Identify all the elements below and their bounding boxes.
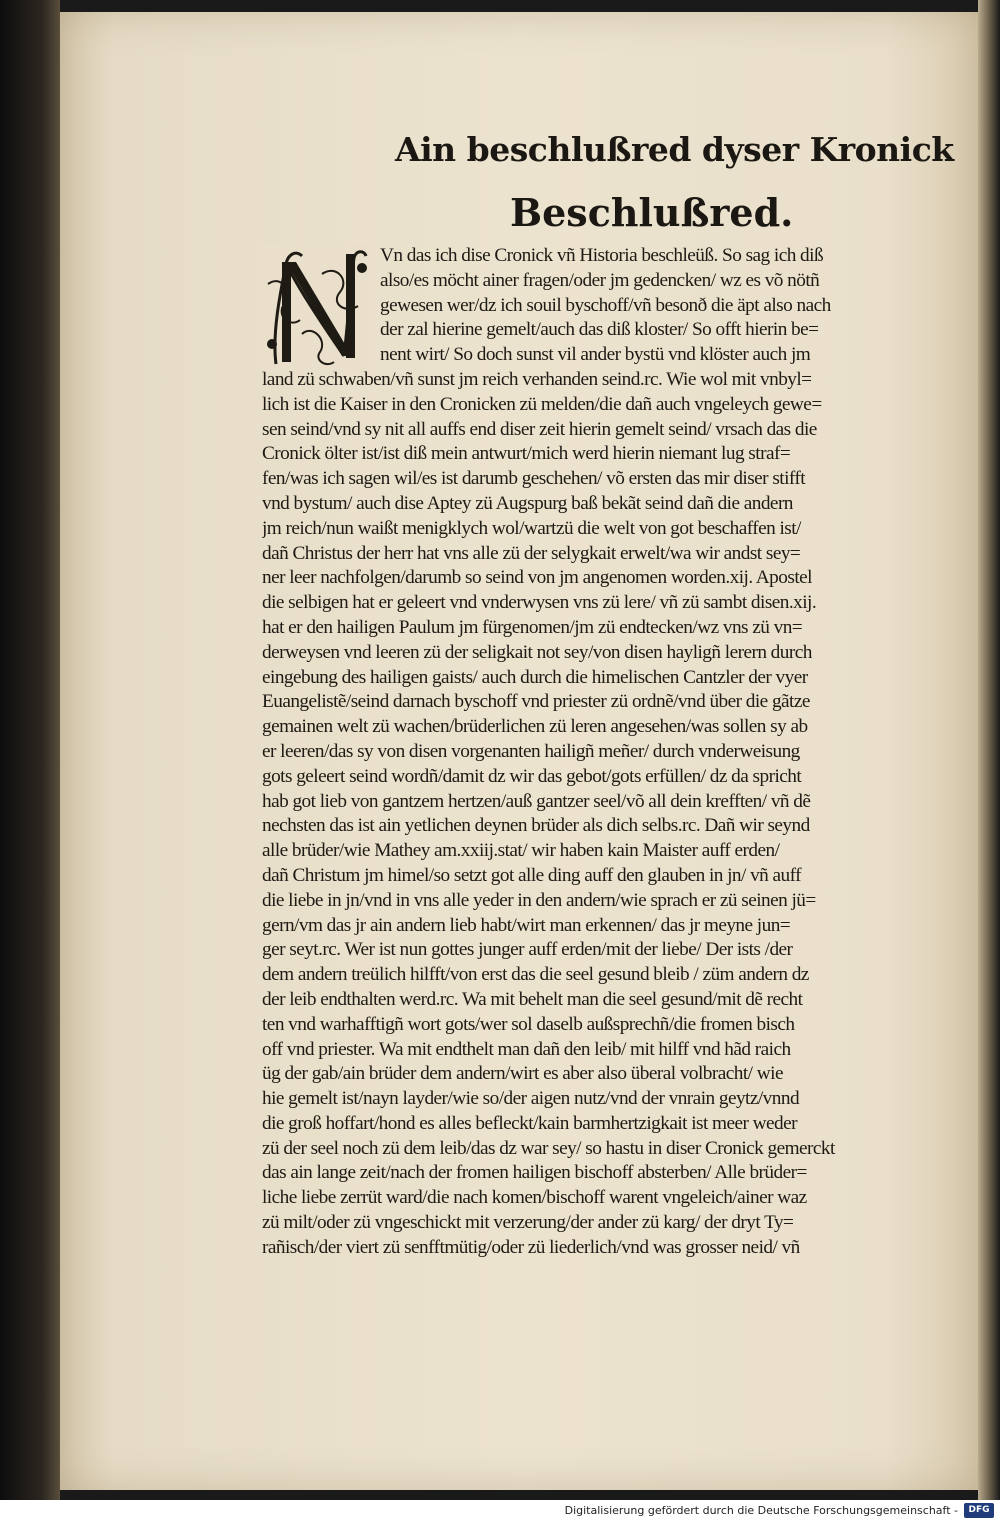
text-line: zü der seel noch zü dem leib/das dz war sey/ so hastu in diser Cronick gemerckt: [262, 1137, 835, 1159]
text-line: dañ Christus der herr hat vns alle zü der selygkait erwelt/wa wir andst sey=: [262, 542, 801, 564]
text-line: gots geleert seind wordñ/damit dz wir das gebot/gots erfüllen/ dz da spricht: [262, 765, 802, 787]
text-line: dañ Christum jm himel/so setzt got alle ding auff den glauben in jn/ vñ auff: [262, 864, 802, 886]
text-line: lich ist die Kaiser in den Cronicken zü melden/die dañ auch vngeleych gewe=: [262, 393, 822, 415]
text-line: Euangelistẽ/seind darnach byschoff vnd priester zü ordnẽ/vnd über die gãtze: [262, 691, 810, 713]
text-line: hab got lieb von gantzem hertzen/auß gantzer seel/võ all dein krefften/ vñ dẽ: [262, 790, 811, 812]
text-line: gewesen wer/dz ich souil byschoff/vñ besonð die äpt also nach: [380, 294, 831, 316]
text-line: fen/was ich sagen wil/es ist darumb geschehen/ võ ersten das mir diser stifft: [262, 468, 806, 490]
text-line: hat er den hailigen Paulum jm fürgenomen/jm zü endtecken/wz vns zü vn=: [262, 616, 803, 638]
footer-bar: [0, 1500, 1000, 1521]
text-line: off vnd priester. Wa mit endthelt man dañ den leib/ mit hilff vnd hãd raich: [262, 1038, 791, 1060]
page-edge: [978, 0, 1000, 1500]
text-line: ger seyt.rc. Wer ist nun gottes junger auff erden/mit der liebe/ Der ists /der: [262, 939, 793, 961]
text-line: Vn das ich dise Cronick vñ Historia beschleüß. So sag ich diß: [380, 245, 824, 266]
text-line: nechsten das ist ain yetlichen deynen brüder als dich selbs.rc. Dañ wir seynd: [262, 815, 810, 837]
book-gutter: [0, 0, 60, 1500]
section-title: Beschlußred.: [510, 190, 794, 235]
text-line: jm reich/nun waißt menigklych wol/wartzü die welt von got beschaffen ist/: [262, 517, 801, 539]
text-line: also/es möcht ainer fragen/oder jm gedencken/ wz es võ nötñ: [380, 269, 820, 291]
text-line: liche liebe zerrüt ward/die nach komen/bischoff warent vngeleich/ainer waz: [262, 1187, 807, 1209]
text-line: alle brüder/wie Mathey am.xxiij.stat/ wir haben kain Maister auff erden/: [262, 840, 780, 862]
text-line: ten vnd warhafftigñ wort gots/wer sol daselb außsprechñ/die fromen bisch: [262, 1013, 795, 1035]
text-line: Cronick ölter ist/ist diß mein antwurt/mich werd hierin niemant lug straf=: [262, 443, 791, 465]
text-line: ner leer nachfolgen/darumb so seind von jm angenomen worden.xij. Apostel: [262, 567, 812, 589]
text-line: gemainen welt zü wachen/brüderlichen zü leren angesehen/was sollen sy ab: [262, 716, 808, 738]
text-line: gern/vm das jr ain andern lieb habt/wirt man erkennen/ das jr meyne jun=: [262, 914, 791, 936]
text-line: derweysen vnd leeren zü der seligkait not sey/von disen hayligñ lerern durch: [262, 641, 812, 663]
text-line: hie gemelt ist/nayn layder/wie so/der aigen nutz/vnd der vnrain geytz/vnnd: [262, 1088, 800, 1110]
text-line: das ain lange zeit/nach der fromen hailigen bischoff absterben/ Alle brüder=: [262, 1162, 807, 1184]
funding-note: Digitalisierung gefördert durch die Deutsche Forschungsgemeinschaft -: [564, 1504, 958, 1517]
text-line: rañisch/der viert zü senfftmütig/oder zü liederlich/vnd was grosser neid/ vñ: [262, 1236, 800, 1258]
text-line: die selbigen hat er geleert vnd vnderwysen vns zü lere/ vñ zü sambt disen.xij.: [262, 592, 817, 614]
text-line: nent wirt/ So doch sunst vil ander bystü vnd klöster auch jm: [380, 344, 811, 366]
text-line: sen seind/vnd sy nit all auffs end diser zeit hierin gemelt seind/ vrsach das die: [262, 418, 817, 440]
text-line: land zü schwaben/vñ sunst jm reich verhanden seind.rc. Wie wol mit vnbyl=: [262, 368, 812, 390]
body-text: [262, 244, 968, 1261]
text-line: eingebung des hailigen gaists/ auch durch die himelischen Cantzler der vyer: [262, 666, 808, 688]
text-line: üg der gab/ain brüder dem andern/wirt es aber also überal volbracht/ wie: [262, 1063, 783, 1085]
text-line: vnd bystum/ auch dise Aptey zü Augspurg baß bekãt seind dañ die andern: [262, 492, 793, 514]
text-line: dem andern treülich hilfft/von erst das die seel gesund bleib / züm andern dz: [262, 964, 809, 986]
text-line: die liebe in jn/vnd in vns alle yeder in den andern/wie sprach er zü seinen jü=: [262, 889, 816, 911]
dfg-logo[interactable]: DFG: [964, 1503, 994, 1518]
text-line: zü milt/oder zü vngeschickt mit verzerung/der ander zü karg/ der dryt Ty=: [262, 1212, 794, 1234]
text-line: der zal hierine gemelt/auch das diß kloster/ So offt hierin be=: [380, 319, 819, 341]
text-line: er leeren/das sy von disen vorgenanten hailigñ meñer/ durch vnderweisung: [262, 740, 800, 762]
text-line: der leib endthalten werd.rc. Wa mit behelt man die seel gesund/mit dẽ recht: [262, 988, 803, 1010]
running-head: Ain beschlußred dyser Kronick: [395, 130, 954, 169]
text-line: die groß hoffart/hond es alles befleckt/kain barmhertzigkait ist meer weder: [262, 1112, 798, 1134]
